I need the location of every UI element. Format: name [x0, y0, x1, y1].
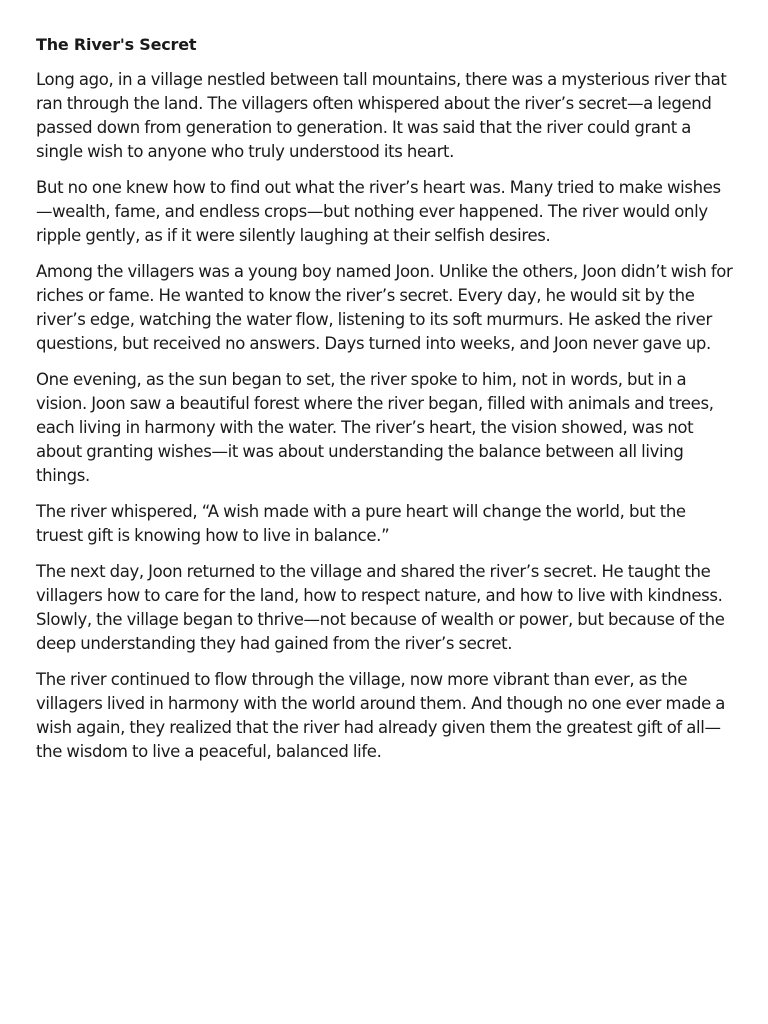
- document-page: [36, 34, 736, 776]
- paragraph-7: The river continued to flow through the village, now more vibrant than ever, as the villagers lived in harmony with the world around them. And though no one ever made a wish again, they realized that the river had already given them the greatest gift of all—the wisdom to live a peaceful, balanced life.: [36, 670, 726, 761]
- paragraph-1: Long ago, in a village nestled between tall mountains, there was a mysterious river that ran through the land. The villagers often whispered about the river’s secret—a legend passed down from generation to generation. It was said that the river could grant a single wish to anyone who truly understood its heart.: [36, 70, 727, 161]
- paragraph-4: One evening, as the sun began to set, the river spoke to him, not in words, but in a vision. Joon saw a beautiful forest where the river began, filled with animals and trees, each living in harmony with the water. The river’s heart, the vision showed, was not about granting wishes—it was about understanding the balance between all living things.: [36, 370, 714, 485]
- document-title: The River's Secret: [36, 35, 197, 54]
- paragraph-6: The next day, Joon returned to the village and shared the river’s secret. He taught the villagers how to care for the land, how to respect nature, and how to live with kindness. Slowly, the village began to thrive—not because of wealth or power, but because of the deep understanding they had gained from the river’s secret.: [36, 562, 725, 653]
- paragraph-2: But no one knew how to find out what the river’s heart was. Many tried to make wishes—wealth, fame, and endless crops—but nothing ever happened. The river would only ripple gently, as if it were silently laughing at their selfish desires.: [36, 178, 721, 245]
- paragraph-5: The river whispered, “A wish made with a pure heart will change the world, but the truest gift is knowing how to live in balance.”: [36, 502, 686, 545]
- paragraph-3: Among the villagers was a young boy named Joon. Unlike the others, Joon didn’t wish for riches or fame. He wanted to know the river’s secret. Every day, he would sit by the river’s edge, watching the water flow, listening to its soft murmurs. He asked the river questions, but received no answers. Days turned into weeks, and Joon never gave up.: [36, 262, 733, 353]
